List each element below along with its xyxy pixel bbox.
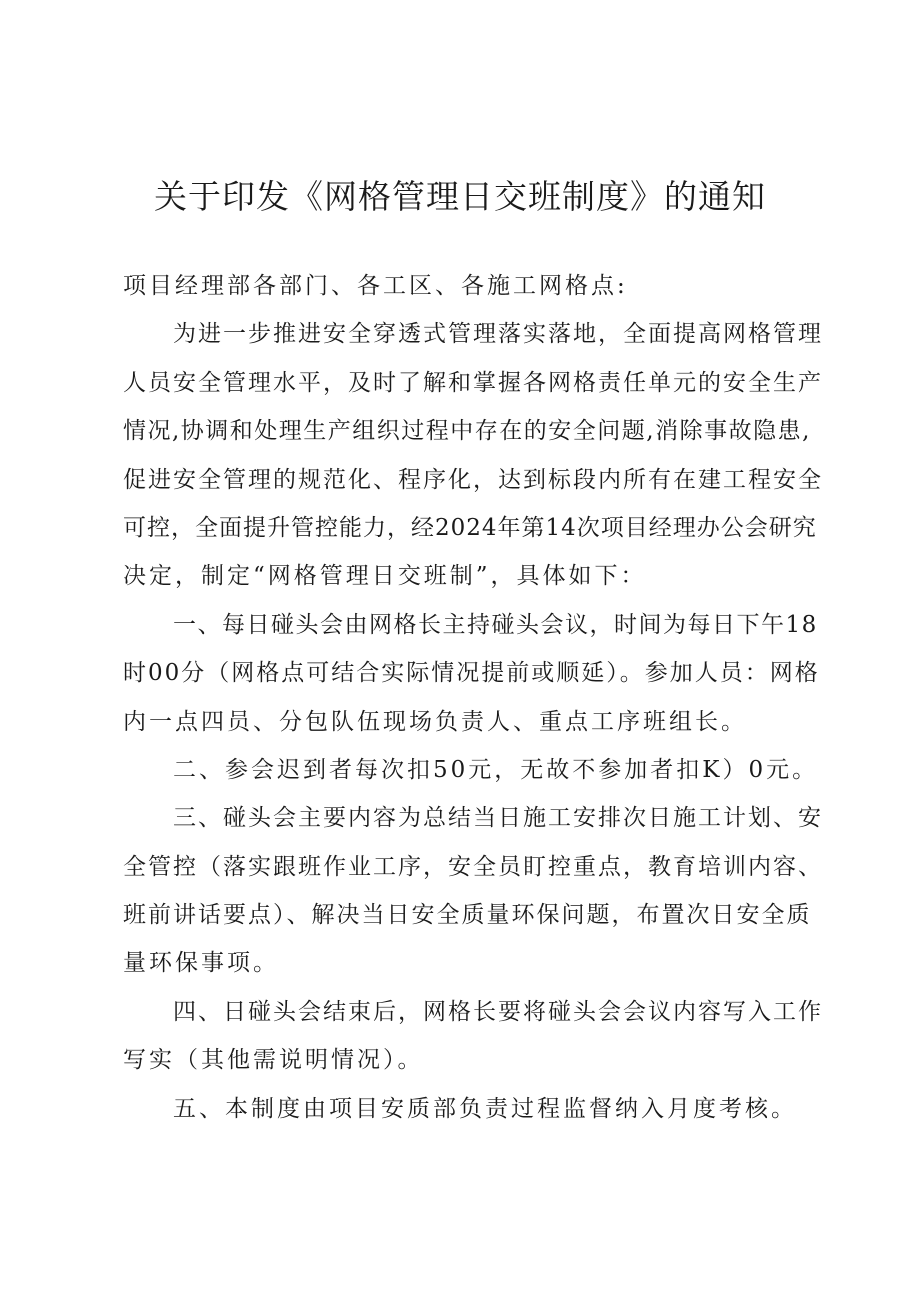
text-line: 全管控（落实跟班作业工序，安全员盯控重点，教育培训内容、: [123, 853, 823, 880]
text-line: 写实（其他需说明情况）。: [123, 1047, 424, 1074]
text-line: 人员安全管理水平，及时了解和掌握各网格责任单元的安全生产: [123, 369, 823, 396]
text-line: 促进安全管理的规范化、程序化，达到标段内所有在建工程安全: [123, 466, 823, 493]
text-line: 二、参会迟到者每次扣50元，无故不参加者扣K）0元。: [173, 756, 819, 783]
text-line: 五、本制度由项目安质部负责过程监督纳入月度考核。: [173, 1095, 797, 1122]
text-line: 项目经理部各部门、各工区、各施工网格点:: [123, 273, 628, 299]
document-body: [123, 262, 823, 1133]
text-line: 三、碰头会主要内容为总结当日施工安排次日施工计划、安: [173, 805, 823, 832]
text-line: 决定，制定“网格管理日交班制”，具体如下：: [123, 563, 647, 590]
text-line: 量环保事项。: [123, 950, 279, 977]
text-line: 时00分（网格点可结合实际情况提前或顺延）。参加人员：网格: [123, 660, 820, 687]
text-line: 班前讲话要点）、解决当日安全质量环保问题，布置次日安全质: [123, 902, 812, 929]
text-line: 一、每日碰头会由网格长主持碰头会议，时间为每日下午18: [173, 611, 818, 638]
document-title: 关于印发《网格管理日交班制度》的通知: [154, 177, 766, 216]
text-line: 可控，全面提升管控能力，经2024年第14次项目经理办公会研究: [123, 514, 817, 541]
text-line: 为进一步推进安全穿透式管理落实落地，全面提高网格管理: [173, 321, 823, 348]
text-line: 情况,协调和处理生产组织过程中存在的安全问题,消除事故隐患,: [123, 418, 811, 445]
text-line: 四、日碰头会结束后，网格长要将碰头会会议内容写入工作: [173, 998, 823, 1025]
text-line: 内一点四员、分包队伍现场负责人、重点工序班组长。: [123, 708, 747, 735]
